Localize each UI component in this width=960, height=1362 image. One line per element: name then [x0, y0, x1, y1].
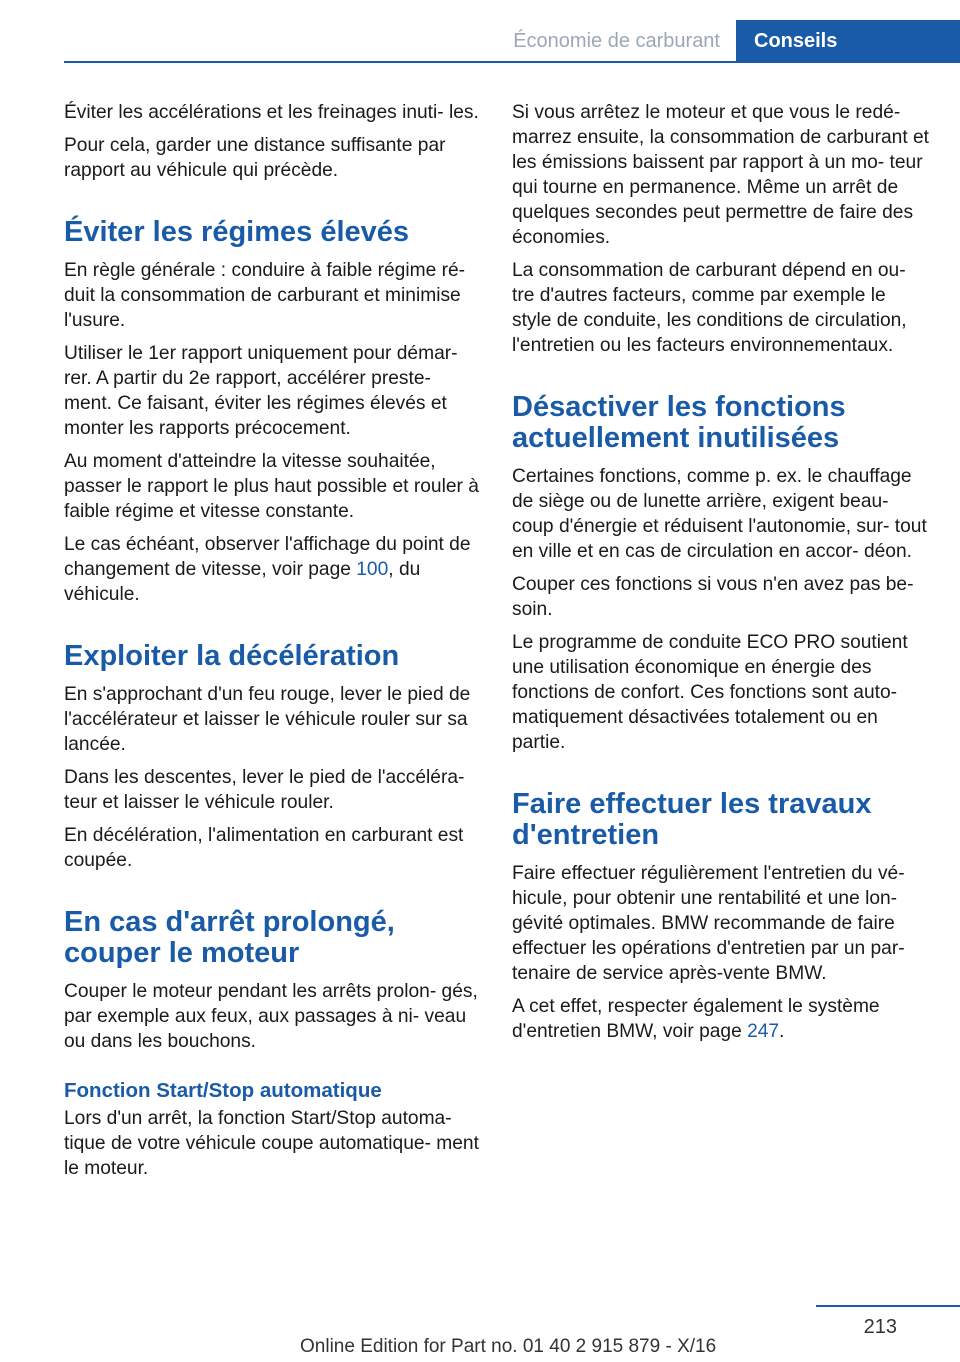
paragraph: Certaines fonctions, comme p. ex. le chauffage de siège ou de lunette arrière, exigent beau‐ coup d'énergie et réduisent l'autonomie, sur‐ tout en ville et en cas de circulation en accor‐ déon. — [512, 466, 927, 562]
left-column — [64, 100, 482, 1189]
paragraph: Le programme de conduite ECO PRO soutient une utilisation économique en énergie des fonctions de confort. Ces fonctions sont auto‐ matiquement désactivées totalement ou en partie. — [512, 632, 908, 753]
paragraph: Au moment d'atteindre la vitesse souhaitée, passer le rapport le plus haut possible et rouler à faible régime et vitesse constante. — [64, 451, 479, 522]
footer-divider — [816, 1305, 960, 1307]
heading-arret-prolonge: En cas d'arrêt prolongé, couper le moteur — [64, 906, 395, 969]
text: A cet effet, respecter également le système d'entretien BMW, voir page — [512, 996, 880, 1042]
paragraph: Couper le moteur pendant les arrêts prolon‐ gés, par exemple aux feux, aux passages à ni‐ veau ou dans les bouchons. — [64, 981, 478, 1052]
header-chapter-tab — [736, 20, 960, 62]
paragraph: Éviter les accélérations et les freinages inuti‐ les. — [64, 102, 479, 123]
paragraph: Si vous arrêtez le moteur et que vous le redé‐ marrez ensuite, la consommation de carburant et les émissions baissent par rapport à un mo‐ teur qui tourne en permanence. Même un arrêt de quelques secondes peut permettre de faire des économies. — [512, 102, 930, 248]
heading-regimes: Éviter les régimes élevés — [64, 216, 410, 248]
paragraph-page-ref — [512, 994, 930, 1044]
paragraph-page-ref — [64, 532, 482, 607]
page-number: 213 — [863, 1316, 897, 1338]
paragraph: Faire effectuer régulièrement l'entretien du vé‐ hicule, pour obtenir une rentabilité et une lon‐ gévité optimales. BMW recommande de faire effectuer les opérations d'entretien par un par‐ tenaire de service après-vente BMW. — [512, 863, 905, 984]
heading-fonctions: Désactiver les fonctions actuellement inutilisées — [512, 391, 846, 454]
text: , du véhicule. — [64, 559, 421, 605]
heading-entretien: Faire effectuer les travaux d'entretien — [512, 788, 872, 851]
header-section-title: Économie de carburant — [513, 30, 720, 52]
right-column — [512, 100, 930, 1052]
paragraph: En s'approchant d'un feu rouge, lever le pied de l'accélérateur et laisser le véhicule rouler sur sa lancée. — [64, 684, 471, 755]
page-header — [0, 0, 960, 62]
subheading-start-stop: Fonction Start/Stop automatique — [64, 1079, 382, 1102]
edition-footer: Online Edition for Part no. 01 40 2 915 879 - X/16 — [300, 1336, 717, 1357]
paragraph: En règle générale : conduire à faible régime ré‐ duit la consommation de carburant et minimise l'usure. — [64, 260, 466, 331]
header-chapter-label: Conseils — [754, 29, 838, 52]
heading-deceleration: Exploiter la décélération — [64, 640, 400, 672]
page-link-247[interactable]: 247 — [747, 1021, 780, 1042]
paragraph: Utiliser le 1er rapport uniquement pour démar‐ rer. A partir du 2e rapport, accélérer preste‐ ment. Ce faisant, éviter les régimes élevés et monter les rapports précocement. — [64, 343, 458, 439]
paragraph: Pour cela, garder une distance suffisante par rapport au véhicule qui précède. — [64, 135, 446, 181]
paragraph: Dans les descentes, lever le pied de l'accéléra‐ teur et laisser le véhicule rouler. — [64, 767, 465, 813]
paragraph: Couper ces fonctions si vous n'en avez pas be‐ soin. — [512, 574, 914, 620]
text: Le cas échéant, observer l'affichage du point de changement de vitesse, voir page — [64, 534, 471, 580]
paragraph: La consommation de carburant dépend en ou‐ tre d'autres facteurs, comme par exemple le style de conduite, les conditions de circulation, l'entretien ou les facteurs environnementaux. — [512, 260, 907, 356]
text: . — [779, 1021, 785, 1042]
header-divider — [64, 61, 960, 63]
page-link-100[interactable]: 100 — [356, 559, 389, 580]
paragraph: En décélération, l'alimentation en carburant est coupée. — [64, 825, 464, 871]
paragraph: Lors d'un arrêt, la fonction Start/Stop automa‐ tique de votre véhicule coupe automatique‐ ment le moteur. — [64, 1108, 479, 1179]
